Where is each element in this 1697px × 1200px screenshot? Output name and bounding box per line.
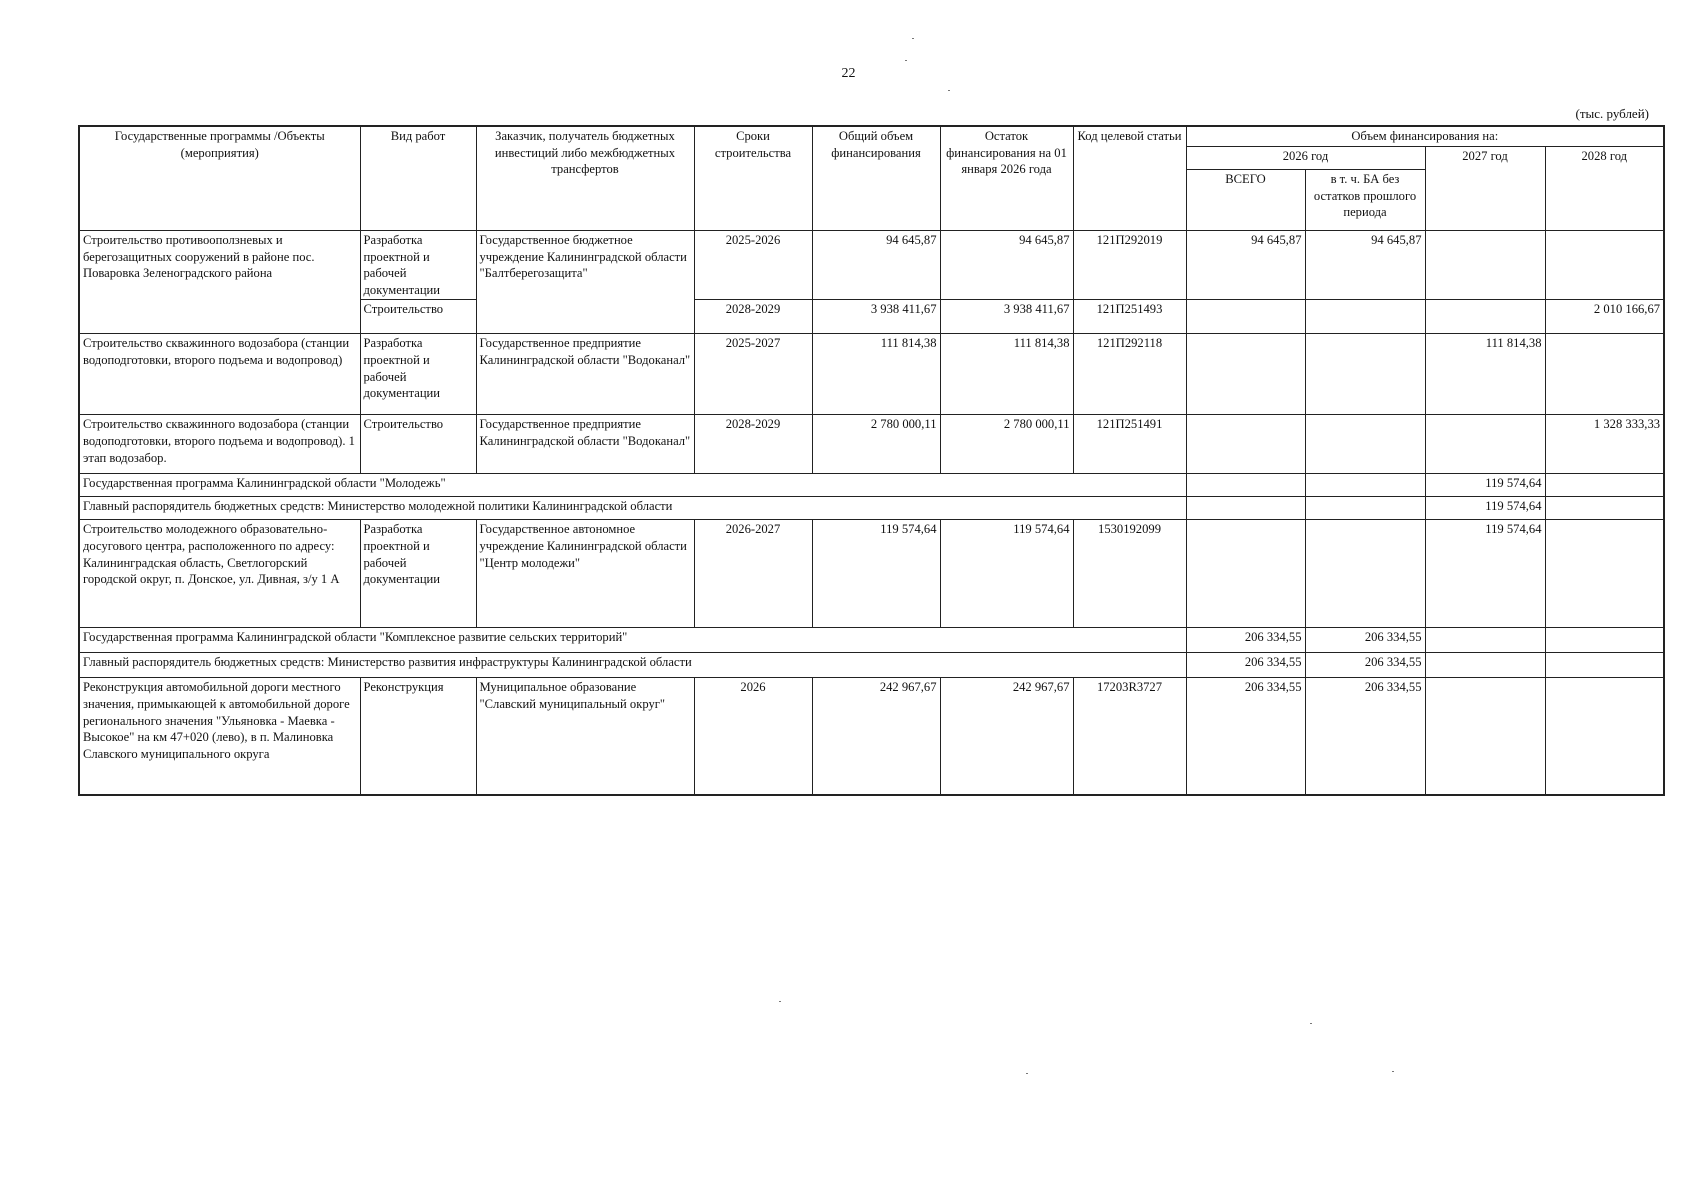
target-code: 121П292118 [1073, 334, 1186, 415]
header-period: Сроки строительства [694, 126, 812, 231]
funding-2027 [1425, 653, 1545, 678]
funding-2027: 111 814,38 [1425, 334, 1545, 415]
header-2027: 2027 год [1425, 147, 1545, 231]
total-amount: 119 574,64 [812, 520, 940, 628]
table-row [79, 520, 1664, 628]
total-amount: 94 645,87 [812, 231, 940, 300]
construction-period: 2026 [694, 678, 812, 796]
scan-speck [905, 60, 907, 61]
header-remainder: Остаток финансирования на 01 января 2026 года [940, 126, 1073, 231]
table-row [79, 334, 1664, 415]
funding-2026-ba: 206 334,55 [1305, 628, 1425, 653]
work-type: Строительство [360, 415, 476, 474]
funding-2028: 2 010 166,67 [1545, 300, 1664, 334]
funding-2028 [1545, 231, 1664, 300]
remainder-amount: 111 814,38 [940, 334, 1073, 415]
work-type: Разработка проектной и рабочей документации [360, 231, 476, 300]
header-funding: Объем финансирования на: [1186, 126, 1664, 147]
funding-2028: 1 328 333,33 [1545, 415, 1664, 474]
customer: Государственное автономное учреждение Калининградской области "Центр молодежи" [476, 520, 694, 628]
program-title: Государственная программа Калининградской области "Молодежь" [79, 474, 1186, 497]
funding-2027: 119 574,64 [1425, 520, 1545, 628]
work-type: Реконструкция [360, 678, 476, 796]
remainder-amount: 94 645,87 [940, 231, 1073, 300]
table-row [79, 678, 1664, 796]
header-2028: 2028 год [1545, 147, 1664, 231]
work-type: Разработка проектной и рабочей документации [360, 520, 476, 628]
object-name: Строительство молодежного образовательно-досугового центра, расположенного по адресу: Калининградская область, Светлогорский городской округ, п. Донское, ул. Дивная, з/у 1 А [79, 520, 360, 628]
funding-2026-ba: 206 334,55 [1305, 653, 1425, 678]
funding-2028 [1545, 334, 1664, 415]
funding-2026-total [1186, 334, 1305, 415]
funding-2028 [1545, 520, 1664, 628]
funding-2028 [1545, 497, 1664, 520]
funding-2026-ba [1305, 415, 1425, 474]
construction-period: 2025-2027 [694, 334, 812, 415]
customer: Государственное бюджетное учреждение Калининградской области "Балтберегозащита" [476, 231, 694, 334]
target-code: 17203R3727 [1073, 678, 1186, 796]
funding-2026-ba [1305, 474, 1425, 497]
construction-period: 2026-2027 [694, 520, 812, 628]
funding-2027: 119 574,64 [1425, 497, 1545, 520]
administrator-row [79, 653, 1664, 678]
scan-speck [1026, 1073, 1028, 1074]
program-row [79, 628, 1664, 653]
target-code: 121П251491 [1073, 415, 1186, 474]
funding-2028 [1545, 678, 1664, 796]
construction-period: 2025-2026 [694, 231, 812, 300]
customer: Государственное предприятие Калининградской области "Водоканал" [476, 415, 694, 474]
funding-2026-ba [1305, 497, 1425, 520]
table-row [79, 415, 1664, 474]
header-2026-total: ВСЕГО [1186, 170, 1305, 231]
total-amount: 242 967,67 [812, 678, 940, 796]
administrator-title: Главный распорядитель бюджетных средств: Министерство развития инфраструктуры Калининградской области [79, 653, 1186, 678]
funding-2026-ba [1305, 300, 1425, 334]
funding-2026-total [1186, 415, 1305, 474]
target-code: 1530192099 [1073, 520, 1186, 628]
header-program: Государственные программы /Объекты (мероприятия) [79, 126, 360, 231]
funding-2026-total: 206 334,55 [1186, 678, 1305, 796]
construction-period: 2028-2029 [694, 415, 812, 474]
remainder-amount: 242 967,67 [940, 678, 1073, 796]
funding-2027 [1425, 628, 1545, 653]
funding-2026-ba [1305, 520, 1425, 628]
scan-speck [912, 38, 914, 39]
funding-2026-total: 206 334,55 [1186, 628, 1305, 653]
construction-period: 2028-2029 [694, 300, 812, 334]
header-customer: Заказчик, получатель бюджетных инвестиций либо межбюджетных трансфертов [476, 126, 694, 231]
header-code: Код целевой статьи [1073, 126, 1186, 231]
scan-speck [1310, 1023, 1312, 1024]
target-code: 121П292019 [1073, 231, 1186, 300]
funding-2026-total [1186, 300, 1305, 334]
total-amount: 2 780 000,11 [812, 415, 940, 474]
funding-2026-total [1186, 474, 1305, 497]
work-type: Строительство [360, 300, 476, 334]
funding-2027 [1425, 415, 1545, 474]
units-label: (тыс. рублей) [1575, 106, 1649, 121]
target-code: 121П251493 [1073, 300, 1186, 334]
object-name: Реконструкция автомобильной дороги местного значения, примыкающей к автомобильной дороге регионального значения "Ульяновка - Маевка - Высокое" на км 47+020 (лево), в п. Малиновка Славского муниципального округа [79, 678, 360, 796]
object-name: Строительство скважинного водозабора (станции водоподготовки, второго подъема и водопровод). 1 этап водозабор. [79, 415, 360, 474]
funding-2026-total: 206 334,55 [1186, 653, 1305, 678]
funding-2027: 119 574,64 [1425, 474, 1545, 497]
funding-2028 [1545, 628, 1664, 653]
funding-2026-total [1186, 497, 1305, 520]
header-2026-ba: в т. ч. БА без остатков прошлого периода [1305, 170, 1425, 231]
work-type: Разработка проектной и рабочей документации [360, 334, 476, 415]
funding-2027 [1425, 231, 1545, 300]
object-name: Строительство противооползневых и берегозащитных сооружений в районе пос. Поваровка Зеленоградского района [79, 231, 360, 334]
table-row [79, 231, 1664, 300]
funding-2026-ba: 206 334,55 [1305, 678, 1425, 796]
object-name: Строительство скважинного водозабора (станции водоподготовки, второго подъема и водопровод) [79, 334, 360, 415]
funding-2026-total [1186, 520, 1305, 628]
customer: Муниципальное образование "Славский муниципальный округ" [476, 678, 694, 796]
funding-2026-ba: 94 645,87 [1305, 231, 1425, 300]
header-total: Общий объем финансирования [812, 126, 940, 231]
remainder-amount: 119 574,64 [940, 520, 1073, 628]
remainder-amount: 2 780 000,11 [940, 415, 1073, 474]
total-amount: 111 814,38 [812, 334, 940, 415]
page-number: 22 [841, 66, 856, 81]
header-work-type: Вид работ [360, 126, 476, 231]
administrator-row [79, 497, 1664, 520]
program-title: Государственная программа Калининградской области "Комплексное развитие сельских территорий" [79, 628, 1186, 653]
scan-speck [779, 1001, 781, 1002]
investment-table [78, 125, 1665, 796]
funding-2028 [1545, 653, 1664, 678]
scan-speck [1392, 1071, 1394, 1072]
funding-2026-total: 94 645,87 [1186, 231, 1305, 300]
remainder-amount: 3 938 411,67 [940, 300, 1073, 334]
program-row [79, 474, 1664, 497]
administrator-title: Главный распорядитель бюджетных средств: Министерство молодежной политики Калининградской области [79, 497, 1186, 520]
funding-2026-ba [1305, 334, 1425, 415]
funding-2027 [1425, 300, 1545, 334]
funding-2027 [1425, 678, 1545, 796]
total-amount: 3 938 411,67 [812, 300, 940, 334]
header-2026: 2026 год [1186, 147, 1425, 170]
funding-2028 [1545, 474, 1664, 497]
customer: Государственное предприятие Калининградской области "Водоканал" [476, 334, 694, 415]
scan-speck [948, 90, 950, 91]
